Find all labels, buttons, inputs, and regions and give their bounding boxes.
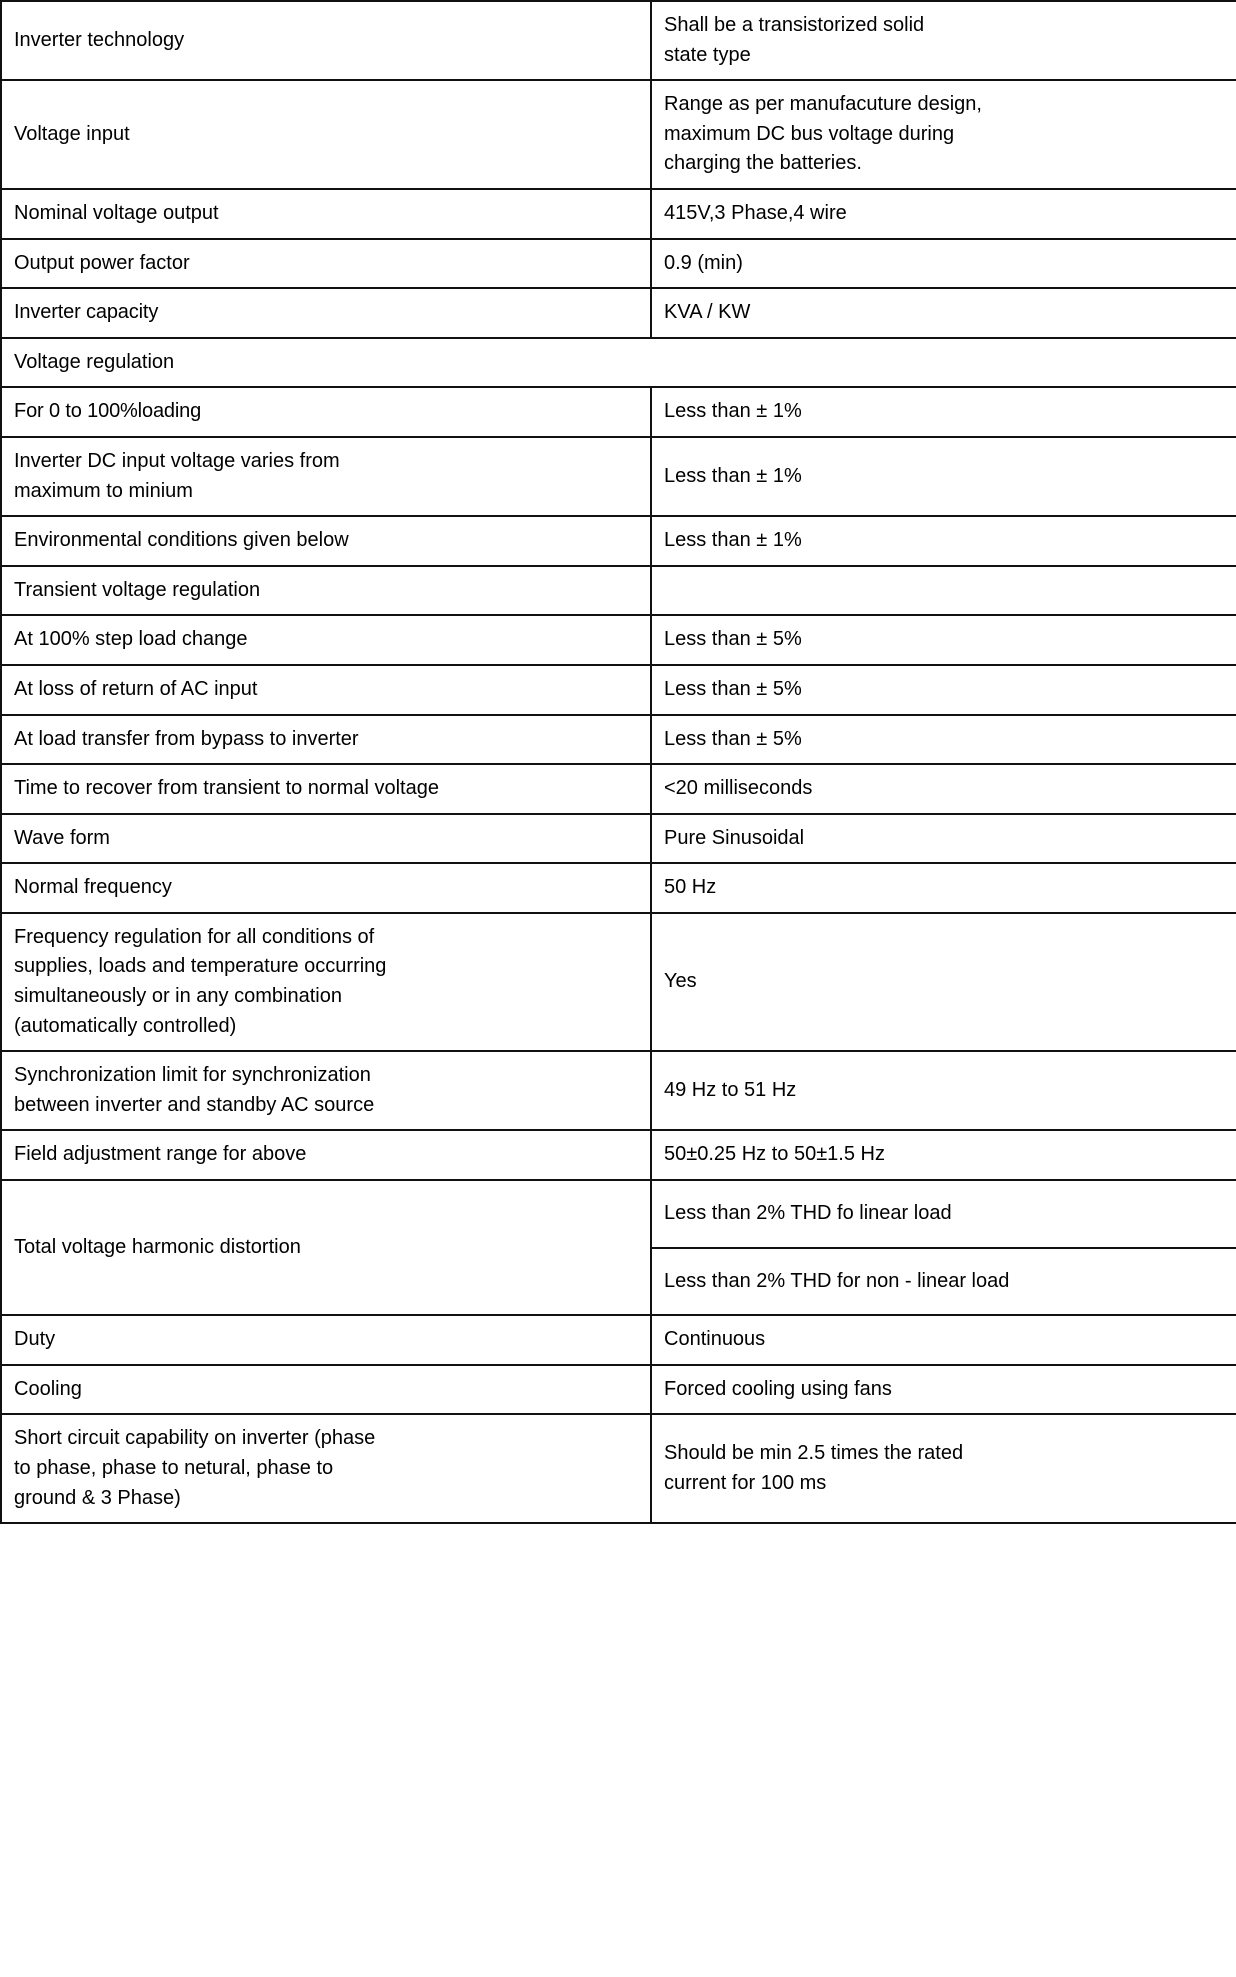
spec-label-line: Nominal voltage output (14, 201, 219, 224)
table-row (1, 1180, 1236, 1315)
spec-section-header-label: Voltage regulation (14, 350, 175, 373)
spec-value-line: Should be min 2.5 times the rated (664, 1442, 964, 1465)
spec-value-line: Less than ± 1% (664, 529, 802, 552)
spec-value-line: KVA / KW (664, 301, 751, 324)
spec-label-line: (automatically controlled) (14, 1014, 237, 1037)
table-subrow (652, 1248, 1236, 1315)
spec-label-line: At loss of return of AC input (14, 677, 258, 700)
spec-value-line (664, 576, 1226, 606)
spec-label-cell (1, 863, 651, 913)
spec-label-line: Inverter DC input voltage varies from (14, 449, 340, 472)
spec-subvalue-cell (652, 1248, 1236, 1315)
table-row (1, 239, 1236, 289)
spec-value-line: Continuous (664, 1328, 766, 1351)
spec-value-cell (651, 387, 1236, 437)
table-row (1, 80, 1236, 189)
spec-label-line: At 100% step load change (14, 628, 248, 651)
spec-value-cell (651, 1051, 1236, 1130)
spec-label-cell (1, 1180, 651, 1315)
spec-label-cell (1, 764, 651, 814)
spec-label-cell (1, 913, 651, 1051)
table-row (1, 1, 1236, 80)
spec-value-cell (651, 764, 1236, 814)
spec-value-cell-split (651, 1180, 1236, 1315)
spec-label-cell (1, 1315, 651, 1365)
table-subrow (652, 1181, 1236, 1248)
spec-value-cell (651, 1, 1236, 80)
spec-value-line: 415V,3 Phase,4 wire (664, 201, 847, 224)
spec-value-cell (651, 1414, 1236, 1523)
spec-value-cell (651, 239, 1236, 289)
spec-label-line: to phase, phase to netural, phase to (14, 1457, 334, 1479)
table-row (1, 1130, 1236, 1180)
spec-value-line: Forced cooling using fans (664, 1377, 892, 1400)
spec-value-cell (651, 615, 1236, 665)
spec-subvalue-line: Less than 2% THD for non - linear load (664, 1269, 1010, 1292)
spec-label-cell (1, 665, 651, 715)
table-row (1, 1051, 1236, 1130)
spec-value-line: <20 milliseconds (664, 777, 813, 800)
spec-value-cell (651, 437, 1236, 516)
spec-label-cell (1, 80, 651, 189)
spec-value-line: state type (664, 43, 751, 66)
spec-label-line: Frequency regulation for all conditions of (14, 925, 375, 948)
spec-value-line: Pure Sinusoidal (664, 826, 805, 849)
spec-label-line: Duty (14, 1328, 56, 1351)
table-row (1, 1414, 1236, 1523)
spec-label-cell (1, 288, 651, 338)
spec-label-line: Transient voltage regulation (14, 578, 261, 601)
spec-value-line: 0.9 (min) (664, 251, 743, 274)
table-row (1, 338, 1236, 388)
spec-value-line: Less than ± 5% (664, 727, 802, 750)
spec-value-line: Shall be a transistorized solid (664, 14, 925, 36)
spec-label-cell (1, 239, 651, 289)
spec-value-line: Yes (664, 970, 697, 993)
table-row (1, 516, 1236, 566)
table-row (1, 1365, 1236, 1415)
spec-value-line: current for 100 ms (664, 1471, 827, 1494)
spec-value-cell (651, 516, 1236, 566)
spec-label-cell (1, 189, 651, 239)
table-row (1, 437, 1236, 516)
table-row (1, 764, 1236, 814)
spec-value-line: 49 Hz to 51 Hz (664, 1079, 797, 1102)
spec-label-cell (1, 615, 651, 665)
spec-value-cell (651, 913, 1236, 1051)
spec-label-cell (1, 516, 651, 566)
spec-label-line: At load transfer from bypass to inverter (14, 727, 359, 750)
spec-label-cell (1, 715, 651, 765)
spec-label-line: Inverter capacity (14, 301, 159, 324)
spec-subvalue-line: Less than 2% THD fo linear load (664, 1202, 952, 1225)
table-row (1, 665, 1236, 715)
table-row (1, 913, 1236, 1051)
table-row (1, 387, 1236, 437)
spec-value-cell (651, 665, 1236, 715)
spec-label-line: Inverter technology (14, 28, 185, 51)
spec-value-cell (651, 189, 1236, 239)
spec-label-cell (1, 387, 651, 437)
spec-value-cell (651, 715, 1236, 765)
spec-value-line: maximum DC bus voltage during (664, 122, 955, 145)
spec-label-line: Voltage input (14, 122, 130, 145)
spec-value-cell (651, 288, 1236, 338)
spec-label-line: Cooling (14, 1377, 82, 1400)
spec-label-cell (1, 1365, 651, 1415)
spec-value-line: 50 Hz (664, 876, 717, 899)
spec-label-line: simultaneously or in any combination (14, 985, 342, 1008)
spec-label-line: For 0 to 100%loading (14, 400, 202, 423)
spec-label-cell (1, 566, 651, 616)
spec-value-line: 50±0.25 Hz to 50±1.5 Hz (664, 1143, 885, 1166)
spec-label-cell (1, 814, 651, 864)
spec-label-cell (1, 437, 651, 516)
spec-table-body (1, 1, 1236, 1523)
spec-label-line: Normal frequency (14, 876, 172, 899)
table-row (1, 189, 1236, 239)
table-row (1, 1315, 1236, 1365)
spec-value-cell (651, 1315, 1236, 1365)
spec-label-cell (1, 1051, 651, 1130)
spec-label-line: Time to recover from transient to normal voltage (14, 777, 439, 800)
spec-value-cell (651, 1365, 1236, 1415)
spec-label-line: maximum to minium (14, 479, 193, 502)
spec-value-line: Range as per manufacuture design, (664, 93, 982, 116)
spec-value-cell (651, 80, 1236, 189)
spec-label-line: Wave form (14, 826, 110, 849)
table-row (1, 288, 1236, 338)
spec-label-line: Environmental conditions given below (14, 529, 349, 552)
spec-value-cell-empty (651, 566, 1236, 616)
spec-label-line: supplies, loads and temperature occurring (14, 955, 387, 978)
spec-label-line: ground & 3 Phase) (14, 1486, 181, 1509)
spec-label-line: Total voltage harmonic distortion (14, 1235, 301, 1258)
table-row (1, 615, 1236, 665)
table-row (1, 814, 1236, 864)
spec-label-line: Output power factor (14, 251, 190, 274)
spec-label-line: between inverter and standby AC source (14, 1093, 375, 1116)
spec-value-line: Less than ± 1% (664, 464, 802, 487)
spec-label-cell (1, 1130, 651, 1180)
spec-section-header-cell (1, 338, 1236, 388)
spec-label-cell (1, 1414, 651, 1523)
spec-subvalue-cell (652, 1181, 1236, 1248)
table-row (1, 863, 1236, 913)
table-row (1, 566, 1236, 616)
spec-label-line: Field adjustment range for above (14, 1143, 307, 1166)
spec-value-cell (651, 863, 1236, 913)
spec-label-line: Synchronization limit for synchronization (14, 1064, 371, 1087)
spec-label-line: Short circuit capability on inverter (phase (14, 1427, 376, 1450)
spec-value-cell (651, 1130, 1236, 1180)
spec-value-line: Less than ± 5% (664, 628, 802, 651)
spec-value-line: Less than ± 1% (664, 400, 802, 423)
spec-value-cell (651, 814, 1236, 864)
spec-label-cell (1, 1, 651, 80)
harmonic-distortion-subtable (652, 1181, 1236, 1314)
spec-value-line: Less than ± 5% (664, 677, 802, 700)
spec-value-line: charging the batteries. (664, 152, 862, 175)
table-row (1, 715, 1236, 765)
